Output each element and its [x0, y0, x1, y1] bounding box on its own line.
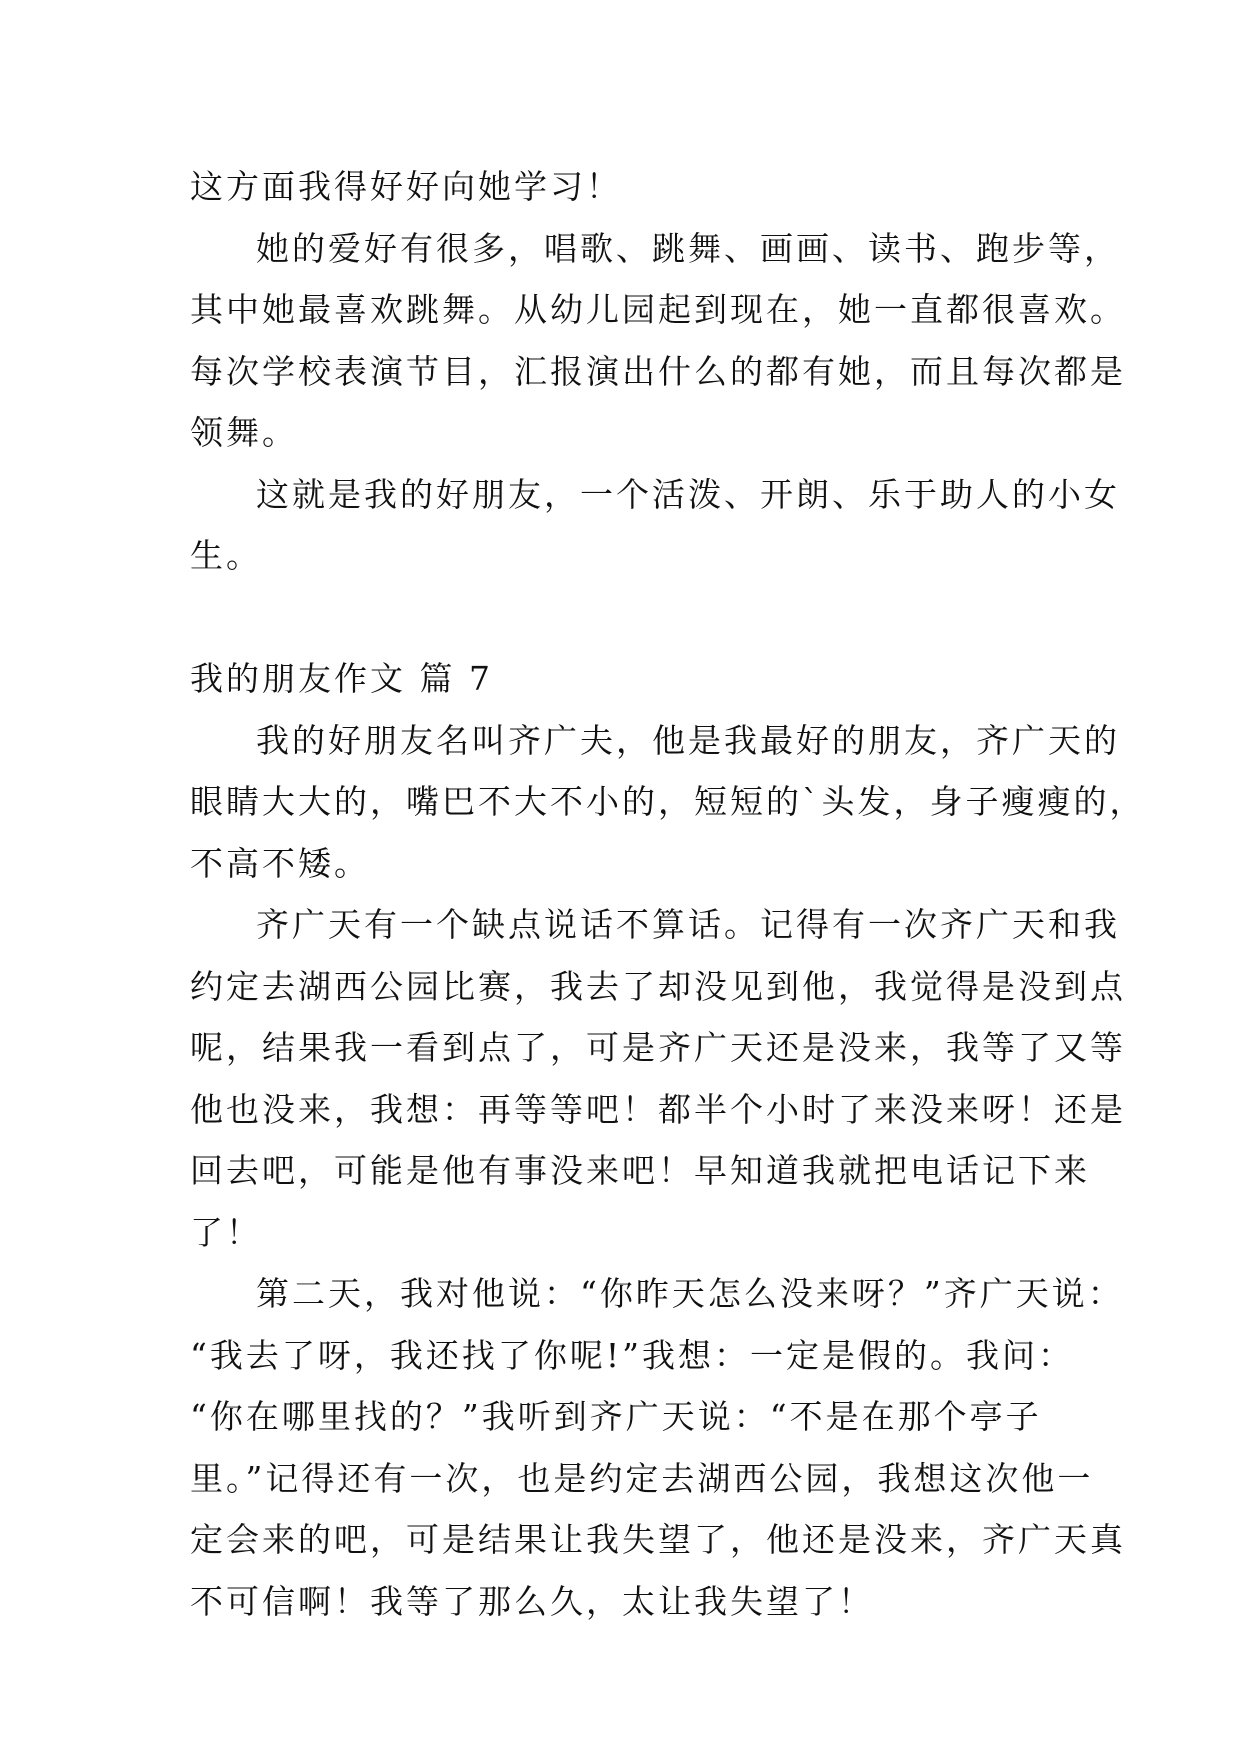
document-body — [190, 156, 1146, 1632]
paragraph-line: “我去了呀，我还找了你呢!”我想：一定是假的。我问： — [190, 1335, 1075, 1375]
paragraph-line: 这就是我的好朋友，一个活泼、开朗、乐于助人的小女 — [256, 474, 1120, 514]
paragraph-line: 其中她最喜欢跳舞。从幼儿园起到现在，她一直都很喜欢。 — [190, 290, 1126, 329]
paragraph-line: 这方面我得好好向她学习！ — [190, 167, 622, 206]
paragraph-line: “你在哪里找的？”我听到齐广天说：“不是在那个亭子 — [190, 1397, 1042, 1436]
paragraph-line: 约定去湖西公园比赛，我去了却没见到他，我觉得是没到点 — [190, 966, 1126, 1006]
paragraph-line: 了！ — [190, 1212, 262, 1252]
section-gap — [190, 587, 1070, 649]
paragraph-line: 呢，结果我一看到点了，可是齐广天还是没来，我等了又等 — [190, 1028, 1126, 1067]
paragraph-line: 定会来的吧，可是结果让我失望了，他还是没来，齐广天真 — [190, 1520, 1126, 1559]
paragraph-line: 第二天，我对他说：“你昨天怎么没来呀？”齐广天说： — [256, 1274, 1124, 1313]
paragraph-line: 里。”记得还有一次，也是约定去湖西公园，我想这次他一 — [190, 1458, 1094, 1498]
paragraph-line: 领舞。 — [190, 413, 298, 452]
paragraph-line: 回去吧，可能是他有事没来吧！早知道我就把电话记下来 — [190, 1151, 1090, 1190]
paragraph-line: 她的爱好有很多，唱歌、跳舞、画画、读书、跑步等， — [256, 228, 1120, 268]
section-title: 我的朋友作文 篇 7 — [190, 659, 493, 698]
paragraph-line: 眼睛大大的，嘴巴不大不小的，短短的`头发，身子瘦瘦的， — [190, 782, 1146, 821]
paragraph-line: 生。 — [190, 536, 262, 575]
paragraph-line: 他也没来，我想：再等等吧！都半个小时了来没来呀！还是 — [190, 1089, 1126, 1129]
paragraph-line: 不可信啊！我等了那么久，太让我失望了！ — [190, 1581, 874, 1621]
paragraph-line: 我的好朋友名叫齐广夫，他是我最好的朋友，齐广天的 — [256, 720, 1120, 760]
paragraph-line: 齐广天有一个缺点说话不算话。记得有一次齐广天和我 — [256, 905, 1120, 944]
paragraph-line: 不高不矮。 — [190, 843, 370, 883]
paragraph-line: 每次学校表演节目，汇报演出什么的都有她，而且每次都是 — [190, 351, 1126, 391]
